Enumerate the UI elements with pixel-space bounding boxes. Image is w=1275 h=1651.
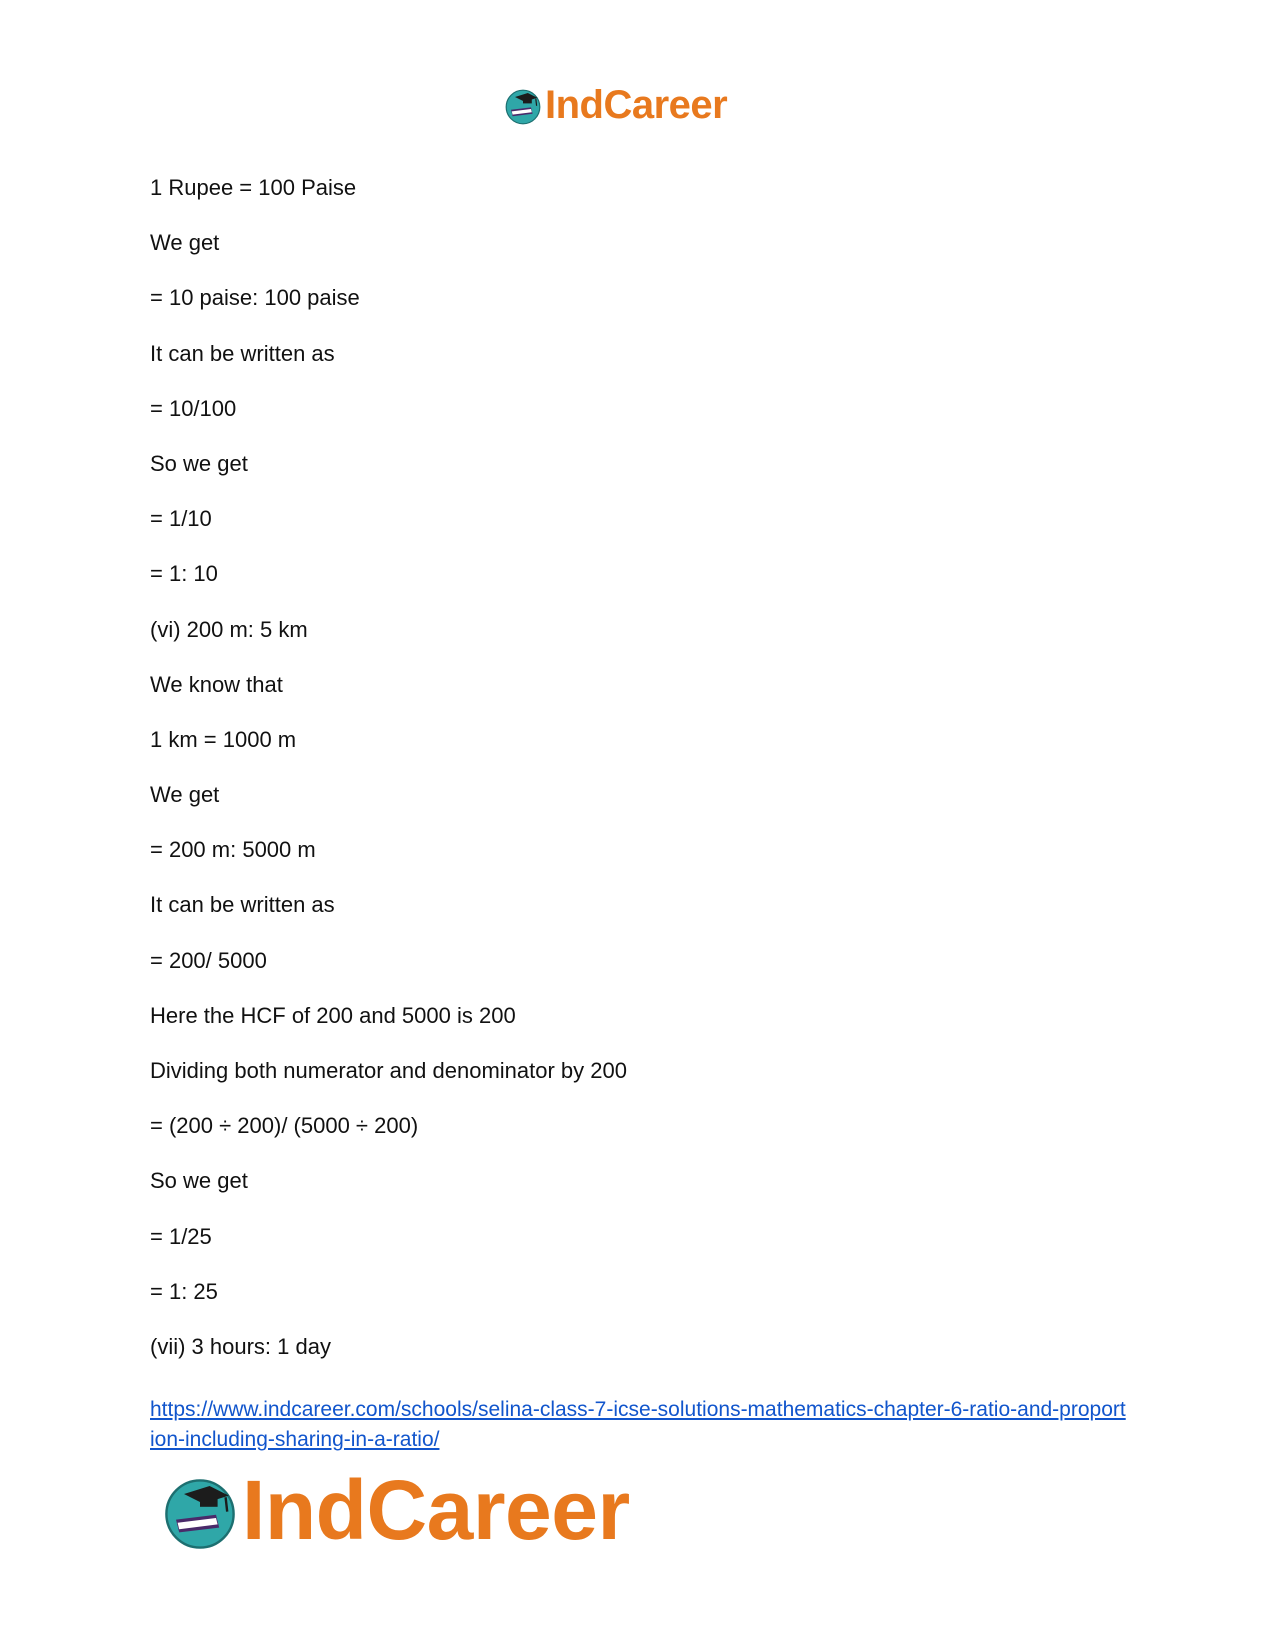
text-line: So we get bbox=[150, 450, 248, 476]
question-label: (vii) 3 hours: 1 day bbox=[150, 1333, 331, 1359]
text-line: = 1: 25 bbox=[150, 1278, 218, 1304]
text-line: = 10/100 bbox=[150, 395, 237, 421]
solution-body bbox=[150, 174, 1130, 1388]
text-line: = 200 m: 5000 m bbox=[150, 837, 316, 863]
graduation-cap-book-globe-icon bbox=[503, 85, 543, 125]
footer-logo bbox=[160, 1465, 700, 1555]
text-line: We know that bbox=[150, 671, 283, 697]
text-line: It can be written as bbox=[150, 892, 335, 918]
text-line: We get bbox=[150, 230, 220, 256]
logo-text: IndCareer bbox=[545, 83, 728, 127]
question-label: (vi) 200 m: 5 km bbox=[150, 616, 308, 642]
text-line: 1 Rupee = 100 Paise bbox=[150, 175, 357, 200]
source-link[interactable]: https://www.indcareer.com/schools/selina-class-7-icse-solutions-mathematics-chapter-6-ratio-and-proportion-including-sharing-in-a-ratio/ bbox=[150, 1398, 1126, 1451]
logo-text: IndCareer bbox=[242, 1463, 630, 1557]
text-line: So we get bbox=[150, 1168, 248, 1194]
graduation-cap-book-globe-icon bbox=[160, 1470, 240, 1550]
text-line: = 1/10 bbox=[150, 506, 212, 532]
text-line: Here the HCF of 200 and 5000 is 200 bbox=[150, 1002, 516, 1028]
text-line: 1 km = 1000 m bbox=[150, 726, 297, 752]
text-line: = 200/ 5000 bbox=[150, 947, 267, 973]
text-line: = 10 paise: 100 paise bbox=[150, 285, 360, 311]
text-line: We get bbox=[150, 782, 220, 808]
text-line: = 1: 10 bbox=[150, 561, 218, 587]
header-logo bbox=[503, 80, 773, 130]
text-line: Dividing both numerator and denominator by 200 bbox=[150, 1058, 627, 1083]
text-line: = (200 ÷ 200)/ (5000 ÷ 200) bbox=[150, 1113, 419, 1139]
text-line: It can be written as bbox=[150, 340, 335, 366]
text-line: = 1/25 bbox=[150, 1223, 212, 1249]
